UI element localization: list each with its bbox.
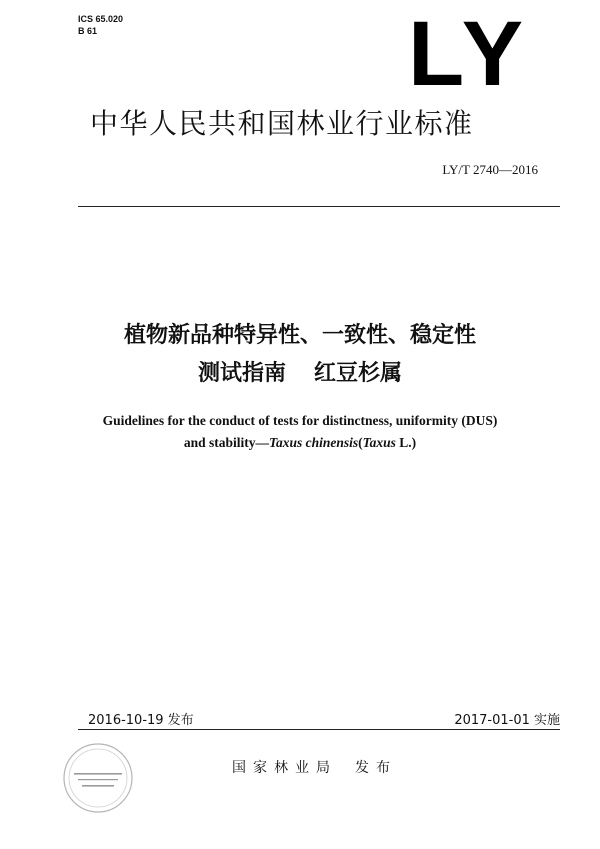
seal-icon [60, 740, 136, 816]
english-title-genus: Taxus [362, 435, 396, 450]
english-title-species: Taxus chinensis [268, 435, 359, 450]
chinese-title-part-a: 测试指南 [197, 361, 286, 386]
industry-standard-title: 中华人民共和国林业行业标准 [90, 107, 474, 140]
issue-date: 2016-10-19 发布 [88, 713, 194, 728]
english-title-prefix: and stability— [183, 435, 269, 450]
english-title-line2 [0, 433, 600, 453]
watermark-seal [60, 740, 136, 820]
english-title-paren: ( [358, 435, 363, 450]
implementation-date: 2017-01-01 实施 [454, 713, 560, 728]
chinese-title-line1: 植物新品种特异性、一致性、稳定性 [123, 323, 476, 348]
ccs-code: B 61 [78, 26, 98, 36]
header-divider [78, 206, 560, 207]
issuer-action: 发布 [355, 760, 397, 776]
classification-codes [78, 13, 123, 37]
english-title-line1: Guidelines for the conduct of tests for distinctness, uniformity (DUS) [102, 413, 498, 428]
issuer-name: 国家林业局 [232, 760, 337, 776]
english-title-suffix: L.) [395, 435, 417, 450]
ly-logo: LY [408, 3, 530, 105]
chinese-title-line2 [0, 356, 600, 387]
standard-number: LY/T 2740—2016 [442, 162, 538, 177]
issuing-authority [232, 757, 397, 777]
ics-code: ICS 65.020 [78, 14, 124, 24]
footer-divider [78, 729, 560, 730]
chinese-title-part-b: 红豆杉属 [314, 361, 403, 386]
